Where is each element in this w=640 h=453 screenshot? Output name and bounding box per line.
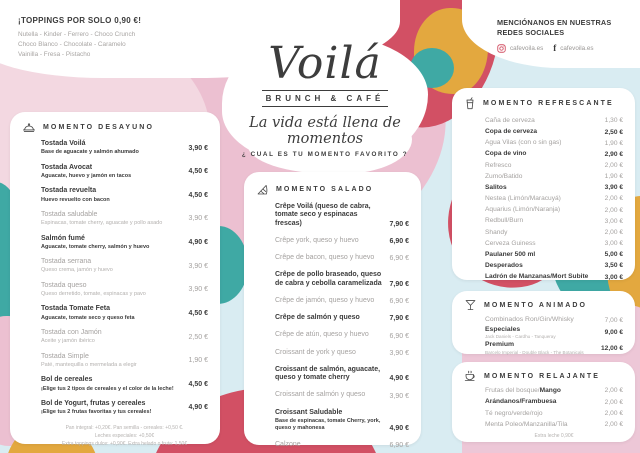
logo-subtitle: BRUNCH & CAFÉ [262,90,389,107]
item-name: Nestea (Limón/Maracuyá) [485,195,561,203]
item-name: Combinados Ron/Gin/Whisky [485,316,574,323]
item-price: 3,90 € [389,392,409,400]
item-price: 6,90 € [389,255,409,263]
crepe-icon [256,183,269,196]
item-price: 6,90 € [389,332,409,340]
desayuno-footnotes [41,424,208,448]
menu-item [41,235,208,251]
item-name: Paulaner 500 ml [485,250,536,258]
item-name: Crêpe de pollo braseado, queso de cabra y cebolla caramelizada [275,271,382,287]
item-price: 7,90 € [389,220,409,228]
menu-item [275,203,409,228]
menu-item [41,187,208,203]
menu-item [485,162,623,170]
menu-item [485,195,623,203]
menu-item [485,421,623,429]
item-name: Crêpe de salmón y queso [275,314,360,321]
toppings-line: Nutella - Kinder - Ferrero - Choco Crunch [18,31,136,38]
instagram-icon [497,44,506,53]
menu-item [41,140,208,156]
menu-item [41,305,208,321]
item-price: 2,00 € [604,398,623,406]
item-name: Croissant de salmón y queso [275,391,366,399]
item-name: Croissant de york y queso [275,348,356,356]
item-name: Té negro/verde/rojo [485,409,543,417]
item-desc: Aceite y jamón ibérico [41,338,95,345]
item-name: Copa de cerveza [485,128,538,136]
menu-item [41,329,208,345]
item-name: Refresco [485,161,512,169]
logo-block [220,38,430,158]
menu-item [485,387,623,395]
item-name: Bol de cereales [41,376,93,384]
desayuno-item-list [41,140,208,416]
menu-item [41,164,208,180]
item-name: Especiales [485,325,521,333]
drink-cup-icon [464,97,476,110]
item-name: Tostada con Jamón [41,329,102,336]
item-desc: Aguacate, huevo y jamón en tacos [41,172,132,179]
refrescante-item-list [485,117,623,281]
menu-item [275,314,409,322]
item-price: 4,90 € [188,239,208,247]
item-name: Tostada Simple [41,352,89,360]
item-price: 4,90 € [188,404,208,412]
card-animado [452,291,635,354]
item-price: 7,90 € [389,315,409,323]
item-price: 2,00 € [604,387,623,395]
item-desc: ¡Elige tus 2 frutas favoritas y tus cereales! [41,409,152,416]
menu-item [275,409,409,432]
item-name: Calzone [275,440,301,448]
menu-item [275,237,409,245]
item-price: 4,50 € [188,309,208,317]
menu-item [485,229,623,237]
item-price: 3,00 € [604,217,623,225]
item-price: 3,90 € [188,215,208,223]
item-price: 2,00 € [604,162,623,169]
card-relajante [452,362,635,442]
toppings-line: Choco Blanco - Chocolate - Caramelo [18,40,126,48]
menu-item [485,150,623,158]
menu-item [485,262,623,270]
item-desc: Base de espinacas, tomate Cherry, york, queso y mahonesa [275,417,381,431]
item-name: Tostada saludable [41,210,98,218]
item-price: 6,90 € [389,298,409,305]
item-price: 3,90 € [389,349,409,357]
menu-item [485,139,623,147]
item-name: Shandy [485,228,508,236]
item-name: Premium [485,341,515,349]
item-name: Agua Vilas (con o sin gas) [485,139,562,147]
card-salado [244,172,421,449]
menu-item [41,400,208,416]
item-desc: Base de aguacate y salmón ahumado [41,149,139,156]
item-price: 2,00 € [604,421,623,429]
item-price: 2,00 € [604,206,623,214]
item-price: 1,90 € [188,357,208,365]
item-price: 7,00 € [604,316,623,324]
menu-item [41,211,208,227]
menu-item [275,349,409,357]
item-name: Arándanos/Frambuesa [485,398,557,406]
tagline-caps: ¿ CUAL ES TU MOMENTO FAVORITO ? [241,150,409,158]
item-price: 2,90 € [604,150,623,158]
menu-item [275,254,409,262]
item-price: 1,90 € [604,139,623,147]
item-price: 9,00 € [604,329,623,337]
item-desc: Paté, mantequilla o mermelada a elegir [41,361,137,368]
item-brands: Barcelo Imperial - Double Black - The Botanicals [485,349,584,355]
item-name: Crêpe york, queso y huevo [275,236,359,244]
menu-item [485,341,623,355]
menu-item [41,353,208,369]
item-price: 4,50 € [188,168,208,176]
menu-item [41,376,208,392]
martini-glass-icon [464,299,477,311]
menu-item [275,297,409,305]
relajante-item-list [485,387,623,429]
item-name: Bol de Yogurt, frutas y cereales [41,399,146,407]
item-price: 5,00 € [604,251,623,259]
menu-item [485,398,623,406]
item-price: 2,50 € [604,128,623,136]
item-price: 2,00 € [604,195,623,203]
toppings-line: Vainilla - Fresa - Pistacho [18,50,91,58]
item-price: 12,00 € [601,344,623,352]
item-desc: Huevo revuelto con bacon [41,196,110,203]
item-price: 4,50 € [188,191,208,199]
menu-item [485,251,623,259]
item-name: Tostada Avocat [41,163,93,171]
card-refrescante [452,88,635,280]
toppings-title: ¡TOPPINGS POR SOLO 0,90 €! [18,16,142,25]
menu-item [485,410,623,418]
item-desc: Aguacate, tomate seco y queso feta [41,314,135,321]
menu-item [485,326,623,340]
menu-item [485,184,623,192]
salado-item-list [275,203,409,449]
card-desayuno [10,112,220,447]
item-name: Tostada revuelta [41,187,97,195]
section-title-animado: MOMENTO ANIMADO [484,301,588,309]
item-name: Menta Poleo/Manzanilla/Tila [485,421,568,429]
menu-item [41,282,208,298]
menu-item [275,331,409,339]
menu-item [275,271,409,288]
animado-item-list [485,316,623,355]
menu-item [41,258,208,274]
menu-item [485,240,623,248]
menu-item [275,366,409,383]
section-title-relajante: MOMENTO RELAJANTE [484,372,601,380]
cloche-icon [22,122,36,133]
item-name: Croissant Saludable [275,408,343,416]
item-price: 4,50 € [188,380,208,388]
menu-item [485,173,623,181]
menu-item [485,273,623,281]
footnote: Extra toppings dulce: +0,90€. Extra helado o fruta: 1,50€ [61,440,188,447]
item-name: Frutas del bosque/Mango [485,387,561,394]
item-price: 6,90 € [389,441,409,449]
item-price: 3,90 € [188,262,208,270]
item-name: Desperados [485,262,523,270]
section-title-desayuno: MOMENTO DESAYUNO [43,124,154,131]
item-price: 3,00 € [604,273,623,281]
item-price: 4,90 € [389,424,409,432]
item-price: 3,90 € [188,286,208,294]
item-price: 4,90 € [389,375,409,383]
facebook-icon: f [553,42,557,53]
item-desc: ¡Elige tus 2 tipos de cereales y el color de la leche! [41,385,174,392]
menu-item [275,441,409,449]
item-brands: Jack Daniels - Cardhu - Tanqueray [485,334,556,340]
item-price: 3,90 € [188,144,208,152]
relajante-footnote: Extra leche 0,90€ [534,433,574,440]
section-title-refrescante: MOMENTO REFRESCANTE [483,100,614,107]
menu-item [485,128,623,136]
item-price: 1,30 € [604,117,623,125]
item-desc: Espinacas, tomate cherry, aguacate y pollo asado [41,220,163,227]
item-desc: Queso crema, jamón y huevo [41,267,113,274]
item-name: Salmón fumé [41,234,85,242]
menu-item [275,391,409,399]
item-name: Crêpe de bacon, queso y huevo [275,254,375,261]
item-name: Croissant de salmón, aguacate, queso y tomate cherry [275,365,381,381]
item-name: Tostada serrana [41,258,92,266]
item-desc: Queso derretido, tomate, espinacas y pavo [41,291,146,297]
item-name: Caña de cerveza [485,117,535,124]
item-name: Aquarius (Limón/Naranja) [485,206,561,214]
item-name: Copa de vino [485,150,527,158]
teacup-icon [464,370,477,382]
item-price: 7,90 € [389,280,409,288]
menu-item [485,217,623,225]
social-block [497,18,627,53]
item-name: Crêpe Voilá (queso de cabra, tomate seco y espinacas frescas) [275,203,371,227]
item-name: Tostada queso [41,281,87,289]
item-name: Tostada Voilá [41,140,86,147]
item-price: 2,50 € [188,333,208,341]
item-price: 6,90 € [389,238,409,245]
footnote: Pan integral: +0,20€. Pan semilla - cereales: +0,50 €. [65,424,184,431]
tagline-script: La vida está llena de momentos [249,115,401,147]
item-name: Salitos [485,183,507,191]
facebook-handle[interactable]: cafevoila.es [560,44,594,52]
item-price: 1,90 € [604,173,623,181]
social-title-line2: REDES SOCIALES [497,27,565,37]
item-desc: Aguacate, tomate cherry, salmón y huevo [41,243,150,250]
item-price: 3,00 € [604,240,623,248]
item-price: 2,00 € [604,228,623,236]
menu-item [485,206,623,214]
item-price: 2,00 € [604,410,623,418]
social-title-line1: MENCIÓNANOS EN NUESTRAS [497,18,612,27]
item-name: Crêpe de jamón, queso y huevo [275,296,375,304]
item-price: 3,90 € [604,184,623,192]
item-name: Crêpe de atún, queso y huevo [275,331,369,339]
footnote: Leches especiales: +0,50€ [94,432,155,439]
section-title-salado: MOMENTO SALADO [276,186,374,193]
menu-item [485,117,623,125]
logo-wordmark: Voilá [268,38,382,89]
item-name: Zumo/Batido [485,172,523,180]
menu-item [485,316,623,324]
item-name: Tostada Tomate Feta [41,305,110,313]
instagram-handle[interactable]: cafevoila.es [510,44,544,52]
item-name: Cerveza Guiness [485,239,536,247]
item-price: 3,50 € [604,262,623,270]
item-name: Ladrón de Manzanas/Mort Subite [485,273,589,281]
item-name: Redbull/Burn [485,217,524,225]
